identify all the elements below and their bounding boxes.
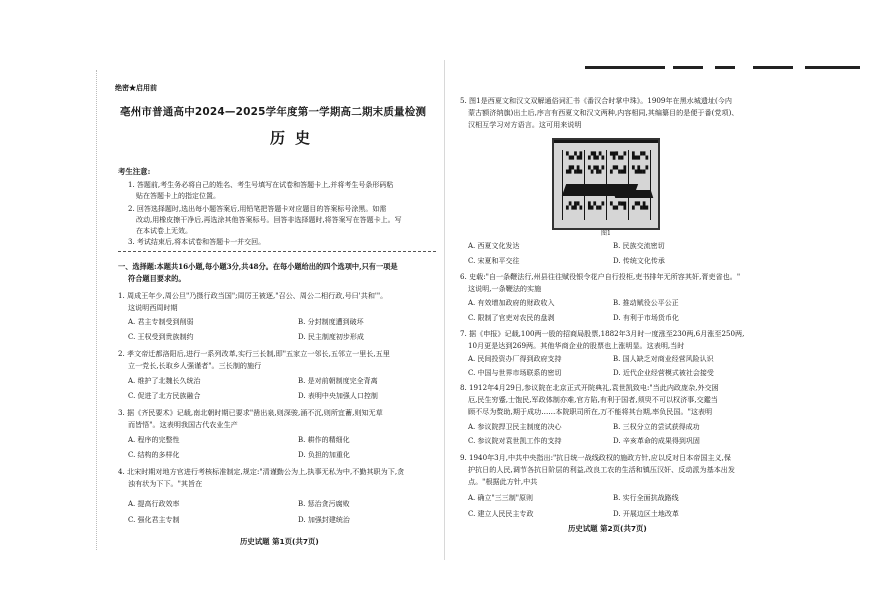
question-2-stem-cont: 立一党长,长取乡人强谨者"。三长制的施行: [128, 361, 262, 370]
question-5-option-a: A. 西夏文化发达: [468, 242, 520, 250]
question-4-option-a: A. 提高行政效率: [128, 500, 180, 508]
question-1-option-b: B. 分封制度遭到破坏: [298, 318, 364, 326]
question-5-stem-cont: 汉相互学习对方语言。这可用来说明: [468, 120, 582, 129]
question-7-option-c: C. 中国与世界市场联系的密切: [468, 369, 562, 377]
question-4-option-d: D. 加强封建统治: [298, 516, 350, 524]
manuscript-column-rule: [562, 150, 563, 220]
question-1-option-d: D. 民主制度初步形成: [298, 333, 364, 341]
question-5-option-d: D. 传统文化传承: [613, 257, 665, 265]
question-8-option-a: A. 参议院捍卫民主制度的决心: [468, 423, 562, 431]
question-4-stem: 4. 北宋时期对地方官进行考核标准制定,规定:"清谨勤公为上,执事无私为中,不勤其职为下,贪: [118, 467, 405, 476]
notes-line: 在本试卷上无效。: [136, 227, 192, 235]
subject-title: 历史: [270, 129, 321, 147]
notes-divider: [118, 251, 436, 252]
exam-title: 亳州市普通高中2024—2025学年度第一学期高二期末质量检测: [120, 106, 427, 118]
question-9-stem: 9. 1940年3月,中共中央指出:"抗日统一战线政权的施政方针,应以反对日本帝国主义,保: [460, 453, 732, 462]
notes-line: 1. 答题前,考生务必将自己的姓名、考生号填写在试卷和答题卡上,并将考生号条形码粘: [128, 181, 394, 189]
question-4-stem-cont: 浊有状为下下。"其旨在: [128, 479, 203, 488]
question-3-option-c: C. 结构的多样化: [128, 451, 180, 459]
manuscript-glyph: ▞▟▚: [566, 202, 583, 210]
question-2-stem: 2. 孝文帝迁都洛阳后,进行一系列改革,实行三长制,即"五家立一邻长,五邻立一里长,五里: [118, 349, 390, 358]
secret-mark: 绝密★启用前: [115, 83, 157, 92]
manuscript-damage: [613, 190, 654, 198]
question-7-option-d: D. 近代企业经营模式被社会接受: [613, 369, 714, 377]
question-9-option-c: C. 建立人民民主专政: [468, 510, 534, 518]
question-5-option-c: C. 宋夏和平交往: [468, 257, 520, 265]
notes-line: 改动,用橡皮擦干净后,再选涂其他答案标号。回答非选择题时,将答案写在答题卡上。写: [136, 216, 402, 224]
question-4-option-b: B. 惩治贪污腐败: [298, 500, 350, 508]
question-2-option-c: C. 促进了北方民族融合: [128, 392, 201, 400]
notes-heading: 考生注意:: [118, 167, 151, 176]
manuscript-glyph: ▜▚▞: [610, 152, 627, 160]
question-6-option-d: D. 有利于市场货币化: [613, 314, 679, 322]
question-5-stem-cont: 蒙古额济纳旗)出土后,序言有西夏文和汉文两种,内容相同,其编纂目的是便于番(党项)、: [468, 108, 739, 117]
question-5-stem: 5. 图1是西夏文和汉文双解通俗词汇书《番汉合时掌中珠》。1909年在黑水城遗址(今内: [460, 96, 732, 105]
question-9-stem-cont: 护抗日的人民,调节各抗日阶层的利益,改良工农的生活和镇压汉奸、反动派为基本出发: [468, 465, 735, 474]
manuscript-glyph: ▚▙▞: [632, 166, 649, 174]
question-3-option-d: D. 负担的加重化: [298, 451, 350, 459]
figure-1-caption: 图1: [601, 230, 611, 237]
manuscript-glyph: ▚▞▜: [610, 202, 627, 210]
question-9-option-a: A. 确立"三三制"原则: [468, 494, 533, 502]
question-1-option-a: A. 君主专制受到削弱: [128, 318, 194, 326]
question-2-option-a: A. 维护了北魏长久统治: [128, 377, 201, 385]
manuscript-column-rule: [650, 150, 651, 220]
manuscript-glyph: ▞▙▚: [588, 152, 605, 160]
manuscript-border-top: [554, 140, 658, 143]
question-7-stem-cont: 10月更是达到269两。其他华商企业的股票也上涨明显。这表明,当时: [468, 341, 685, 350]
notes-line: 贴在答题卡上的指定位置。: [136, 192, 220, 200]
question-4-option-c: C. 强化君主专制: [128, 516, 180, 524]
question-2-option-b: B. 是对前朝制度完全背离: [298, 377, 378, 385]
manuscript-glyph: ▙▚▞: [588, 202, 605, 210]
question-3-option-b: B. 耕作的精细化: [298, 436, 350, 444]
question-6-option-a: A. 有效增加政府的财政收入: [468, 299, 555, 307]
question-2-option-d: D. 表明中央加强人口控制: [298, 392, 378, 400]
question-6-option-b: B. 推动赋役公平公正: [613, 299, 679, 307]
question-9-option-b: B. 实行全面抗战路线: [613, 494, 679, 502]
manuscript-glyph: ▟▚▙: [566, 166, 583, 174]
question-5-option-b: B. 民族交流密切: [613, 242, 665, 250]
question-3-stem: 3. 据《齐民要术》记载,南北朝时期已要求"凿出泉,则深骏,涌不沉,则所宜蓄,则知无草: [118, 408, 383, 417]
question-8-stem-cont: 顾不尽为赘助,期于成功……本院职司所在,万不能将其台期,率负民国。"这表明: [468, 407, 713, 416]
question-8-stem-cont: 厄,民生穷蹙,士饱民,军政体制亦难,官方陷,有利于国者,须臾不可以权济事,交鑑当: [468, 395, 718, 404]
question-6-option-c: C. 限制了官吏对农民的盘剥: [468, 314, 555, 322]
question-9-option-d: D. 开展边区土地改革: [613, 510, 679, 518]
page-2-footer: 历史试题 第2页(共7页): [568, 524, 647, 533]
question-8-option-b: B. 三权分立的尝试获得成功: [613, 423, 700, 431]
manuscript-glyph: ▚▞▟: [566, 152, 583, 160]
question-8-option-d: D. 辛亥革命的成果得到巩固: [613, 437, 700, 445]
manuscript-glyph: ▚▜▞: [588, 166, 605, 174]
question-1-option-c: C. 王权受到贵族制约: [128, 333, 194, 341]
manuscript-glyph: ▙▞▚: [632, 152, 649, 160]
question-1-stem: 1. 周成王年少,周公旦"乃摄行政当国";周厉王被逐,"召公、周公二相行政,号曰'共和'"。: [118, 291, 388, 300]
question-3-stem-cont: 而皆悟"。这表明我国古代农业生产: [128, 420, 238, 429]
figure-1-xixia-manuscript: [552, 138, 660, 230]
manuscript-glyph: ▞▚▙: [632, 202, 649, 210]
question-7-stem: 7. 据《申报》记载,100两一股的招商局股票,1882年3月时一度涨至230两,6月涨至250两,: [460, 329, 745, 338]
section-heading: 一、选择题:本题共16小题,每小题3分,共48分。在每小题给出的四个选项中,只有一项是: [118, 262, 398, 271]
question-8-option-c: C. 参议院对袁世凯工作的支持: [468, 437, 562, 445]
question-7-option-b: B. 国人缺乏对商业经营风险认识: [613, 355, 714, 363]
question-3-option-a: A. 程序的完整性: [128, 436, 180, 444]
question-1-stem-cont: 这说明西周时期: [128, 303, 178, 312]
notes-line: 3. 考试结束后,将本试卷和答题卡一并交回。: [128, 238, 266, 246]
question-6-stem-cont: 这说明,一条鞭法的实施: [468, 284, 542, 293]
page-1-footer: 历史试题 第1页(共7页): [240, 537, 319, 546]
question-6-stem: 6. 史载:"自一条鞭法行,州县往往赋役银令花户自行投柜,吏书排年无所容其奸,胥吏省也。": [460, 272, 741, 281]
question-7-option-a: A. 民间投资办厂得到政府支持: [468, 355, 562, 363]
notes-line: 2. 回答选择题时,选出每小题答案后,用铅笔把答题卡对应题目的答案标号涂黑。如需: [128, 205, 387, 213]
section-heading-cont: 符合题目要求的。: [128, 274, 186, 283]
question-9-stem-cont: 点。"根据此方针,中共: [468, 477, 538, 486]
manuscript-glyph: ▞▚▟: [610, 166, 627, 174]
question-8-stem: 8. 1912年4月29日,参议院在北京正式开院典礼,袁世凯致电:"当此内政庞杂,外交困: [460, 383, 719, 392]
